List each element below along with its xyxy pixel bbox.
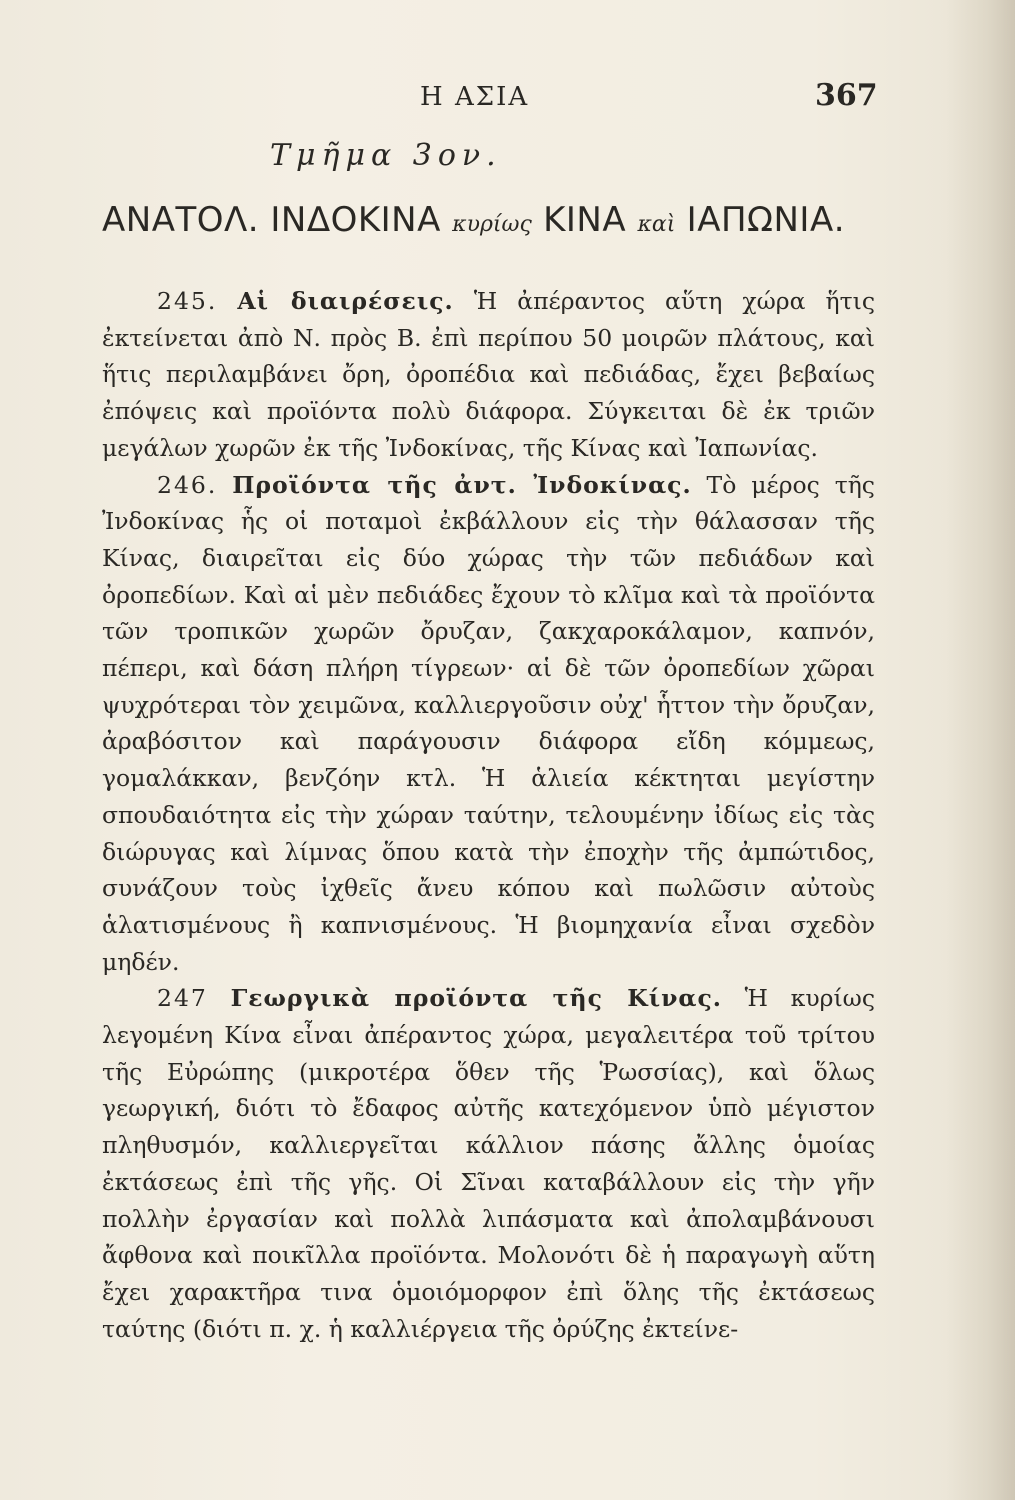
running-head-title: Η ΑΣΙΑ — [420, 82, 530, 112]
section-label: Τμῆμα 3ον. — [270, 138, 502, 173]
body-text — [102, 283, 875, 1347]
paragraph-text: Ἡ ἀπέραντος αὕτη χώρα ἥτις ἐκτείνεται ἀπὸ Ν. πρὸς Β. ἐπὶ περίπου 50 μοιρῶν πλάτους, καὶ ἥτις περιλαμβάνει ὄρη, ὀροπέδια καὶ πεδιάδας, ἔχει βεβαίως ἐπόψεις καὶ προϊόντα πολὺ διάφορα. Σύγκειται δὲ ἐκ τριῶν μεγάλων χωρῶν ἐκ τῆς Ἰνδοκίνας, τῆς Κίνας καὶ Ἰαπωνίας. — [102, 287, 875, 462]
paragraph-number: 247 — [157, 984, 208, 1013]
paragraph-heading: Γεωργικὰ προϊόντα τῆς Κίνας. — [230, 984, 722, 1013]
paragraph-245 — [102, 283, 875, 467]
paragraph-text: Τὸ μέρος τῆς Ἰνδοκίνας ἧς οἱ ποταμοὶ ἐκβάλλουν εἰς τὴν θάλασσαν τῆς Κίνας, διαιρεῖται εἰς δύο χώρας τὴν τῶν πεδιάδων καὶ ὀροπεδίων. Καὶ αἱ μὲν πεδιάδες ἔχουν τὸ κλῖμα καὶ τὰ προϊόντα τῶν τροπικῶν χωρῶν ὄρυζαν, ζακχαροκάλαμον, καπνόν, πέπερι, καὶ δάση πλήρη τίγρεων· αἱ δὲ τῶν ὀροπεδίων χῶραι ψυχρότεραι τὸν χειμῶνα, καλλιεργοῦσιν οὐχ' ἧττον τὴν ὄρυζαν, ἀραβόσιτον καὶ παράγουσιν διάφορα εἴδη κόμμεως, γομαλάκκαν, βενζόην κτλ. Ἡ ἁλιεία κέκτηται μεγίστην σπουδαιότητα εἰς τὴν χώραν ταύτην, τελουμένην ἰδίως εἰς τὰς διώρυγας καὶ λίμνας ὅπου κατὰ τὴν ἐποχὴν τῆς ἀμπώτιδος, συνάζουν τοὺς ἰχθεῖς ἄνευ κόπου καὶ πωλῶσιν αὐτοὺς ἁλατισμένους ἢ καπνισμένους. Ἡ βιομηχανία εἶναι σχεδὸν μηδέν. — [102, 470, 875, 976]
paragraph-heading: Αἱ διαιρέσεις. — [237, 287, 454, 315]
paragraph-text: Ἡ κυρίως λεγομένη Κίνα εἶναι ἀπέραντος χώρα, μεγαλειτέρα τοῦ τρίτου τῆς Εὐρώπης (μικροτέρα ὅθεν τῆς Ῥωσσίας), καὶ ὅλως γεωργική, διότι τὸ ἔδαφος αὐτῆς κατεχόμενον ὑπὸ μέγιστον πληθυσμόν, καλλιεργεῖται κάλλιον πάσης ἄλλης ὁμοίας ἐκτάσεως ἐπὶ τῆς γῆς. Οἱ Σῖναι καταβάλλουν εἰς τὴν γῆν πολλὴν ἐργασίαν καὶ πολλὰ λιπάσματα καὶ ἀπολαμβάνουσι ἄφθονα καὶ ποικῖλλα προϊόντα. Μολονότι δὲ ἡ παραγωγὴ αὕτη ἔχει χαρακτῆρα τινα ὁμοιόμορφον ἐπὶ ὅλης τῆς ἐκτάσεως ταύτης (διότι π. χ. ἡ καλλιέργεια τῆς ὀρύζης ἐκτείνε- — [102, 984, 875, 1343]
running-head — [0, 78, 1015, 118]
paragraph-number: 246. — [157, 470, 218, 499]
paragraph-247 — [102, 980, 875, 1347]
paragraph-number: 245. — [157, 287, 218, 315]
chapter-title-part: κυρίως — [452, 212, 532, 237]
chapter-title-part: ΙΑΠΩΝΙΑ. — [675, 200, 846, 240]
chapter-title-part: ΑΝΑΤΟΛ. ΙΝΔΟΚΙΝΑ — [102, 200, 453, 240]
chapter-title — [102, 200, 922, 240]
paragraph-246 — [102, 467, 875, 981]
paragraph-heading: Προϊόντα τῆς ἀντ. Ἰνδοκίνας. — [232, 470, 692, 499]
page-number: 367 — [815, 78, 878, 113]
page-edge-shadow — [945, 0, 1015, 1500]
chapter-title-part: καὶ — [637, 212, 676, 237]
chapter-title-part: ΚΙΝΑ — [531, 200, 638, 240]
